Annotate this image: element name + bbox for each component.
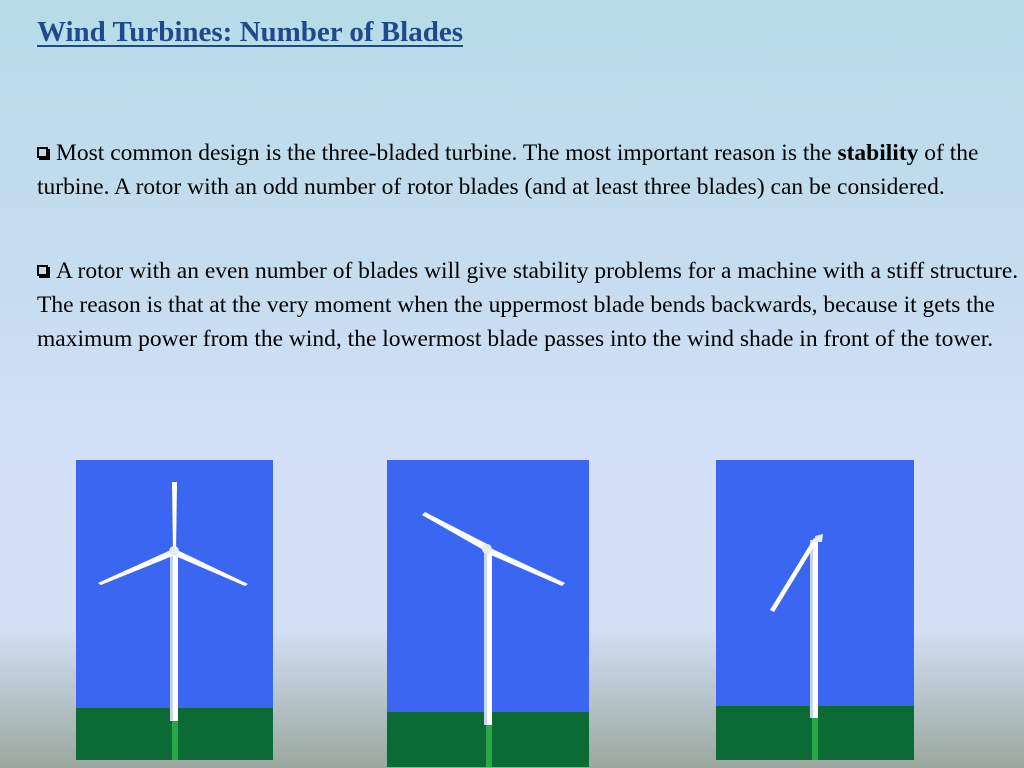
two-blade-turbine-icon <box>387 460 589 767</box>
checkbox-bullet-icon <box>37 265 48 276</box>
one-blade-turbine-icon <box>716 460 914 760</box>
bullet-paragraph-three-bladed <box>37 136 1021 204</box>
paragraph-2-text: A rotor with an even number of blades will give stability problems for a machine with a stiff structure. The reason is that at the very moment when the uppermost blade bends backwards, because it gets the maximum power from the wind, the lowermost blade passes into the wind shade in front of the tower. <box>37 258 1019 352</box>
bullet-paragraph-even-blades <box>37 254 1021 356</box>
two-blade-turbine-image <box>387 460 589 767</box>
paragraph-1-text-after: of the turbine. A rotor with an odd number of rotor blades (and at least three blades) can be considered. <box>37 140 979 200</box>
three-blade-turbine-image <box>76 460 273 760</box>
three-blade-turbine-icon <box>76 460 273 760</box>
checkbox-bullet-icon <box>37 147 48 158</box>
slide-title: Wind Turbines: Number of Blades <box>37 16 463 48</box>
paragraph-1-text-before: Most common design is the three-bladed turbine. The most important reason is the <box>56 140 838 166</box>
paragraph-1-bold-stability: stability <box>837 140 919 166</box>
one-blade-turbine-image <box>716 460 914 760</box>
